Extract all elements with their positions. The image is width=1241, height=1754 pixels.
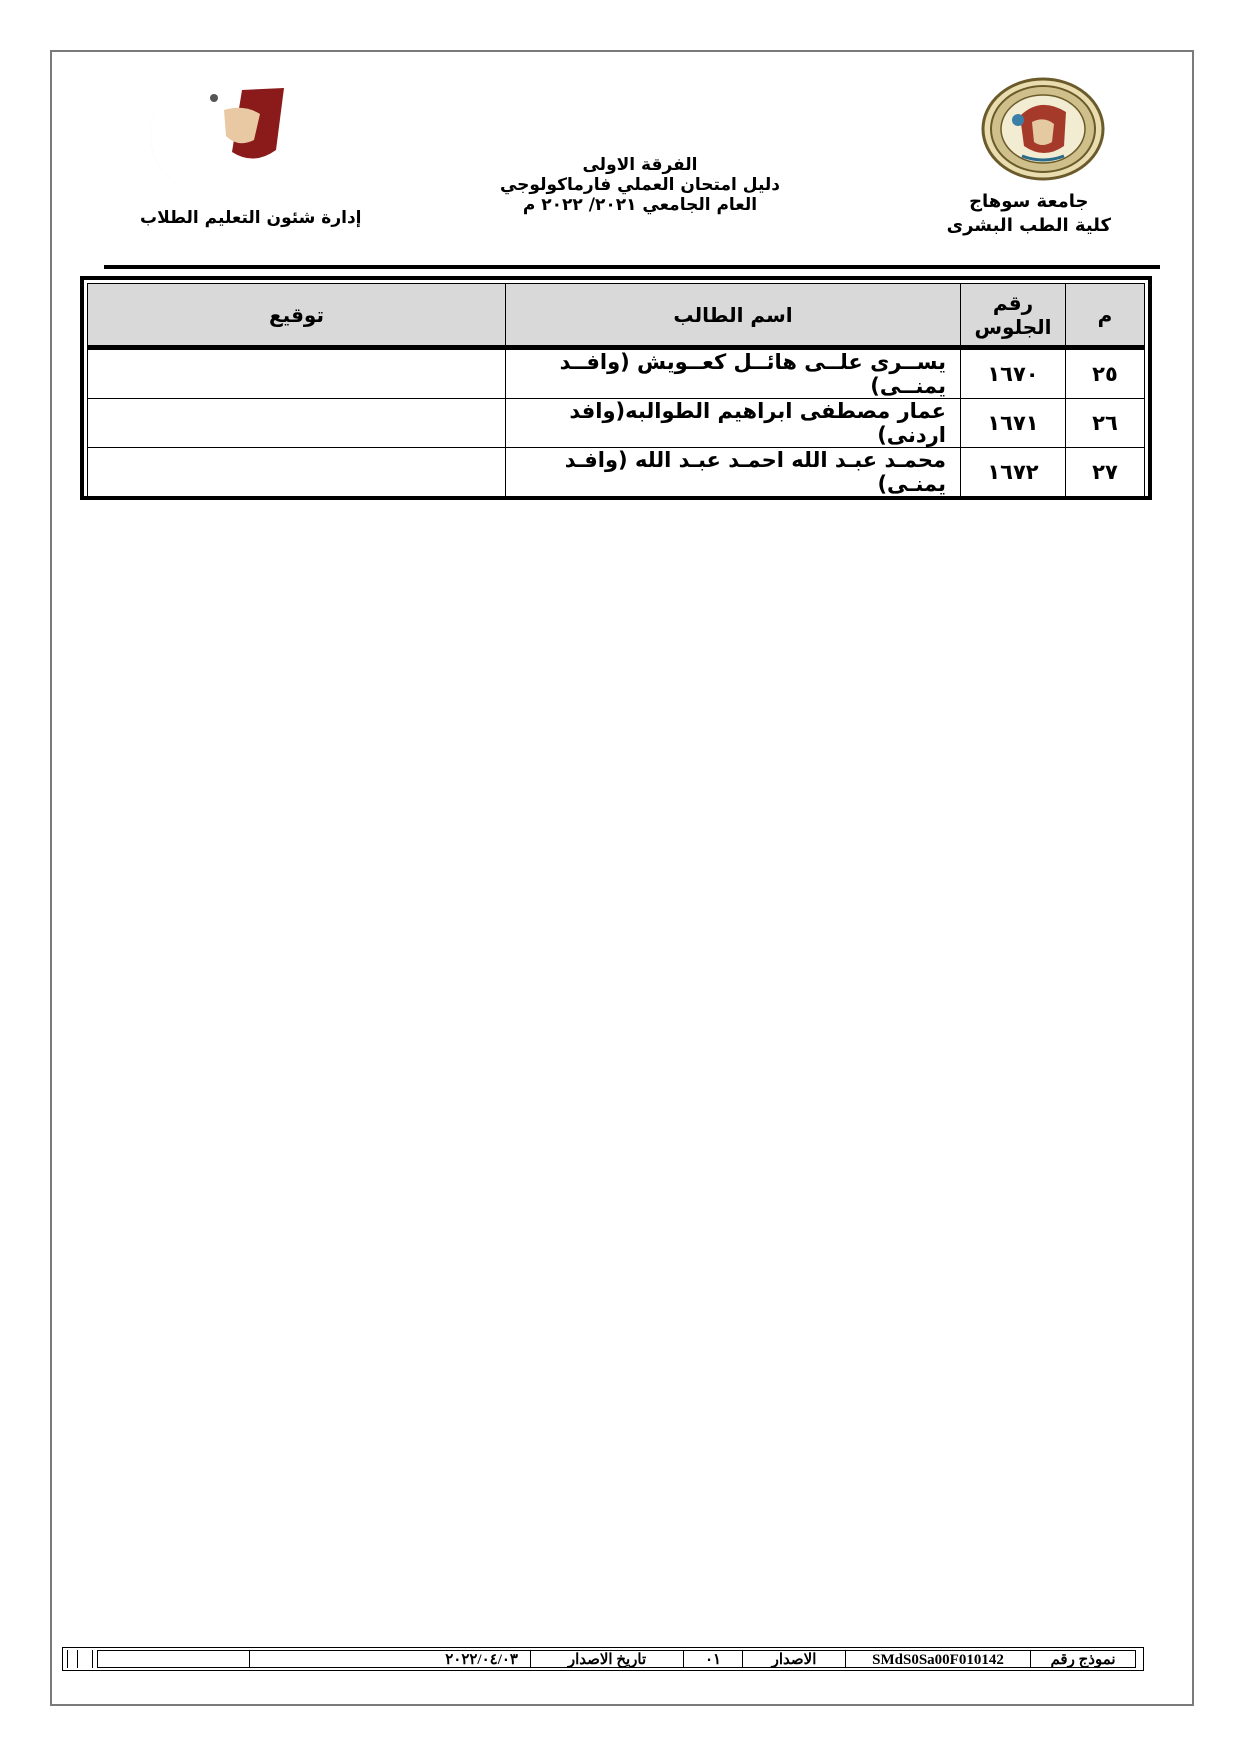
department-name: إدارة شئون التعليم الطلاب <box>140 208 362 228</box>
signature-cell <box>88 399 506 448</box>
level-title: الفرقة الاولى <box>582 155 698 175</box>
university-name: جامعة سوهاج <box>969 191 1089 212</box>
footer-left-bars <box>67 1650 93 1668</box>
table-header-row <box>88 284 1145 348</box>
issue-date-label: تاريخ الاصدار <box>530 1651 683 1667</box>
faculty-name: كلية الطب البشرى <box>946 215 1111 236</box>
header-student-name: اسم الطالب <box>506 284 961 348</box>
table-row <box>88 448 1145 497</box>
issue-label: الاصدار <box>742 1651 845 1667</box>
seat-number-cell: ١٦٧١ <box>961 399 1066 448</box>
faculty-of-medicine-logo <box>114 70 314 200</box>
header-serial: م <box>1066 284 1145 348</box>
footer-empty-cell <box>98 1651 249 1667</box>
university-seal-logo <box>980 76 1106 182</box>
seat-number-cell: ١٦٧٢ <box>961 448 1066 497</box>
header-seat-line1: رقم <box>992 290 1034 315</box>
header-seat-number <box>961 284 1066 348</box>
student-name-cell: عمار مصطفى ابراهيم الطوالبه(وافد اردنى) <box>506 399 961 448</box>
students-table <box>87 283 1145 497</box>
student-name-cell: يســرى علــى هائــل كعــويش (وافــد يمنــى) <box>506 348 961 399</box>
signature-cell <box>88 348 506 399</box>
header-seat-line2: الجلوس <box>974 314 1052 339</box>
header-department <box>140 208 362 228</box>
header-divider <box>104 265 1160 269</box>
form-number-label: نموذج رقم <box>1030 1651 1135 1667</box>
header-title-block <box>470 155 810 215</box>
table-row <box>88 399 1145 448</box>
serial-cell: ٢٥ <box>1066 348 1145 399</box>
signature-cell <box>88 448 506 497</box>
header-signature: توقيع <box>88 284 506 348</box>
header-institution <box>947 190 1111 238</box>
issue-date-value: ٢٠٢٢/٠٤/٠٣ <box>249 1651 530 1667</box>
footer-fields <box>97 1650 1136 1668</box>
student-name-cell: محمـد عبـد الله احمـد عبـد الله (وافـد يمنـى) <box>506 448 961 497</box>
table-row <box>88 348 1145 399</box>
seat-number-cell: ١٦٧٠ <box>961 348 1066 399</box>
serial-cell: ٢٧ <box>1066 448 1145 497</box>
students-table-frame <box>80 276 1152 500</box>
issue-value: ٠١ <box>683 1651 742 1667</box>
exam-title: دليل امتحان العملي فارماكولوجي <box>499 175 780 195</box>
form-number-value: SMdS0Sa00F010142 <box>845 1651 1030 1667</box>
serial-cell: ٢٦ <box>1066 399 1145 448</box>
academic-year: العام الجامعي ٢٠٢١/ ٢٠٢٢ م <box>522 195 758 215</box>
form-footer <box>62 1647 1144 1671</box>
